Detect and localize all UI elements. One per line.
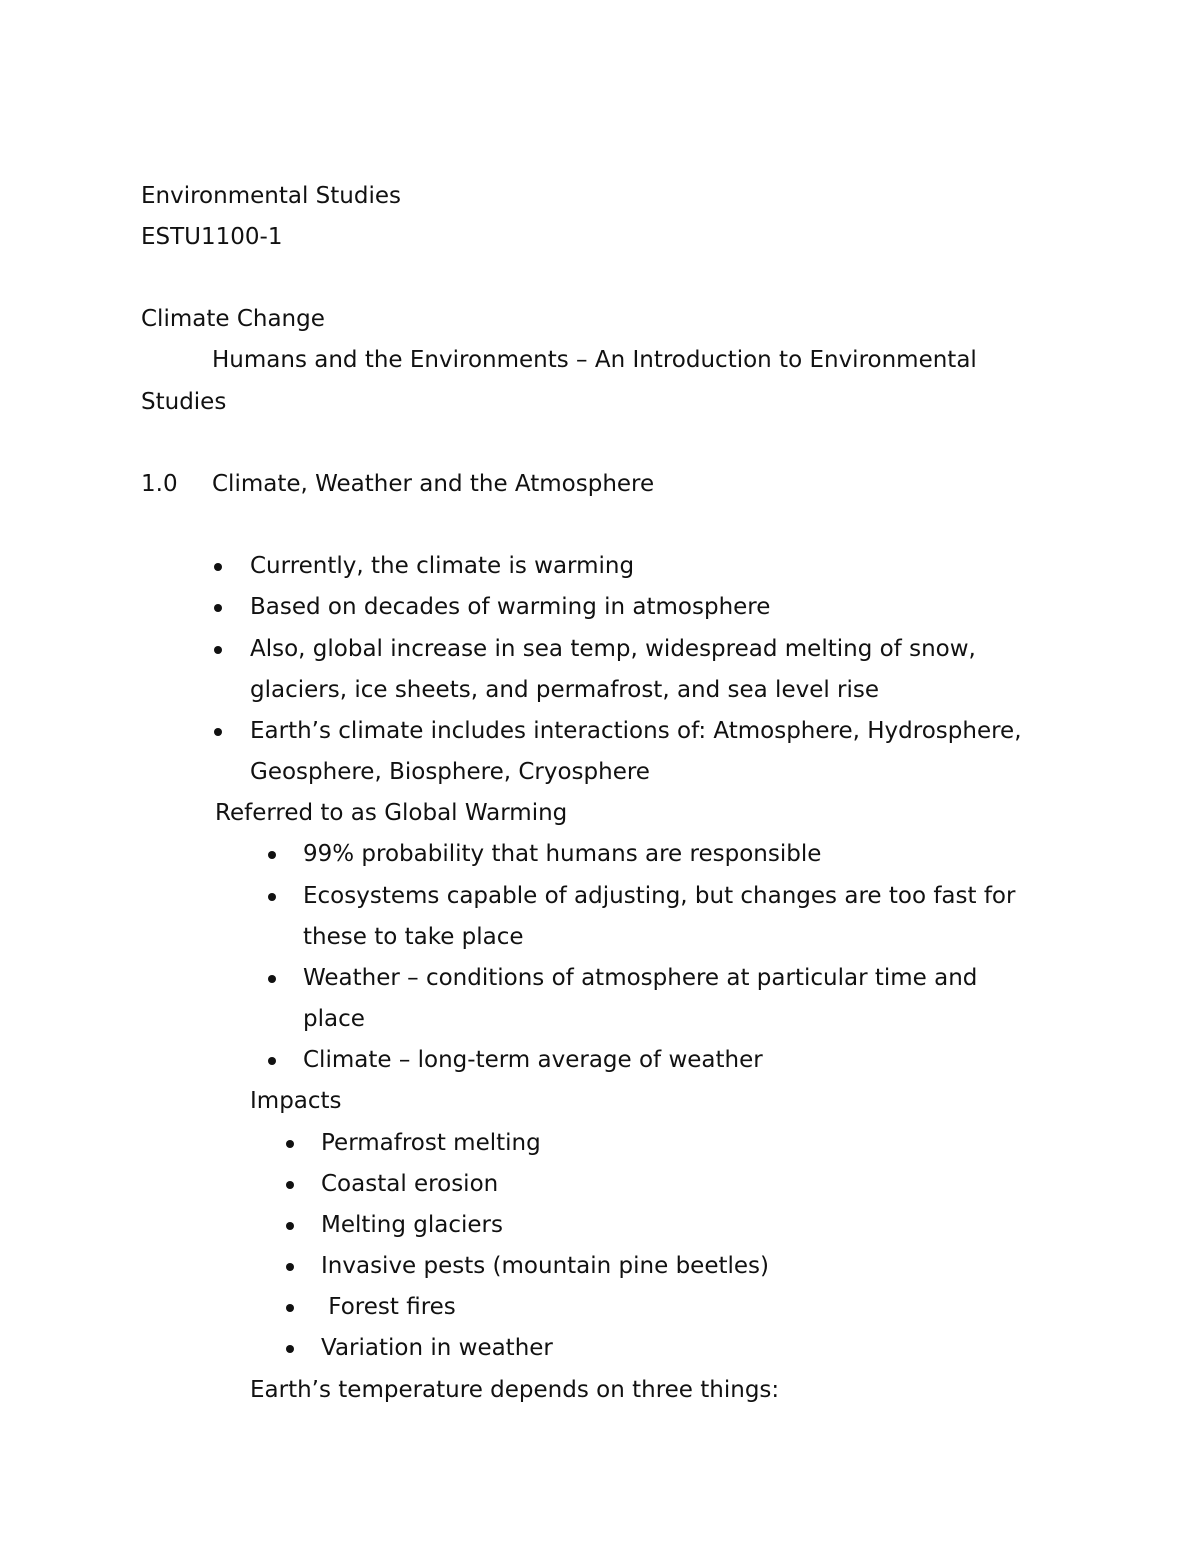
list-item: Based on decades of warming in atmosphere <box>250 594 771 620</box>
reference-line-2: Studies <box>141 389 227 415</box>
subheading-impacts: Impacts <box>250 1088 342 1114</box>
list-item: 99% probability that humans are responsible <box>303 841 822 867</box>
list-item: Climate – long-term average of weather <box>303 1047 763 1073</box>
bullet-dot <box>268 893 276 901</box>
bullet-dot <box>268 1057 276 1065</box>
list-item: Forest fires <box>321 1294 456 1320</box>
list-item: Variation in weather <box>321 1335 553 1361</box>
bullet-dot <box>214 728 222 736</box>
list-item: Also, global increase in sea temp, widespread melting of snow, <box>250 636 976 662</box>
closing-line: Earth’s temperature depends on three things: <box>250 1377 780 1403</box>
reference-line-1: Humans and the Environments – An Introduction to Environmental <box>212 347 977 373</box>
bullet-dot <box>214 646 222 654</box>
list-item: Ecosystems capable of adjusting, but changes are too fast for <box>303 883 1016 909</box>
bullet-dot <box>286 1222 294 1230</box>
list-item-continuation: Geosphere, Biosphere, Cryosphere <box>250 759 650 785</box>
list-item: Melting glaciers <box>321 1212 503 1238</box>
bullet-dot <box>286 1140 294 1148</box>
list-item: Coastal erosion <box>321 1171 499 1197</box>
bullet-dot <box>286 1181 294 1189</box>
list-item: Permafrost melting <box>321 1130 541 1156</box>
bullet-dot <box>286 1345 294 1353</box>
topic-title: Climate Change <box>141 306 325 332</box>
list-item: Earth’s climate includes interactions of: Atmosphere, Hydrosphere, <box>250 718 1022 744</box>
bullet-dot <box>286 1263 294 1271</box>
bullet-dot <box>268 975 276 983</box>
list-item-continuation: place <box>303 1006 365 1032</box>
section-title: Climate, Weather and the Atmosphere <box>212 471 655 497</box>
list-item-continuation: these to take place <box>303 924 524 950</box>
bullet-dot <box>268 851 276 859</box>
section-number: 1.0 <box>141 471 178 497</box>
bullet-dot <box>214 604 222 612</box>
course-code: ESTU1100-1 <box>141 224 283 250</box>
bullet-dot <box>214 563 222 571</box>
list-item: Invasive pests (mountain pine beetles) <box>321 1253 769 1279</box>
list-item: Currently, the climate is warming <box>250 553 635 579</box>
bullet-dot <box>286 1304 294 1312</box>
course-name: Environmental Studies <box>141 183 401 209</box>
list-item-continuation: glaciers, ice sheets, and permafrost, and sea level rise <box>250 677 880 703</box>
list-item: Weather – conditions of atmosphere at particular time and <box>303 965 978 991</box>
subheading-global-warming: Referred to as Global Warming <box>215 800 568 826</box>
